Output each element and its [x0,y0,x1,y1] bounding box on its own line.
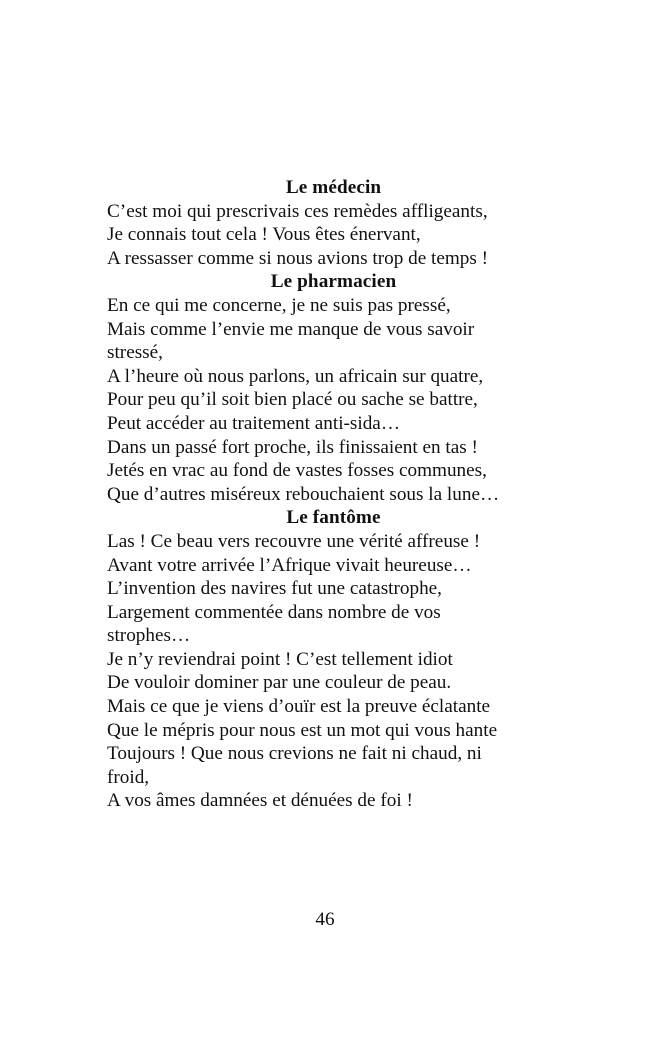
speaker-heading-pharmacien: Le pharmacien [270,271,397,293]
verse-line: Mais ce que je viens d’ouïr est la preuve éclatante [107,696,491,718]
verse-line: Je connais tout cela ! Vous êtes énervant, [107,224,421,246]
verse-line: Que le mépris pour nous est un mot qui vous hante [107,719,498,741]
verse-line: Toujours ! Que nous crevions ne fait ni chaud, ni [107,743,482,765]
verse-line: froid, [107,766,150,788]
speaker-heading-medecin: Le médecin [285,177,382,198]
verse-line: stressé, [107,342,163,364]
verse-line: Jetés en vrac au fond de vastes fosses communes, [107,460,487,482]
verse-line: L’invention des navires fut une catastrophe, [107,578,442,600]
verse-line: Que d’autres miséreux rebouchaient sous la lune… [107,483,500,505]
verse-line: Peut accéder au traitement anti-sida… [107,412,401,434]
page-number: 46 [315,909,335,930]
speaker-heading-fantome: Le fantôme [286,507,381,529]
play-text [107,176,552,813]
verse-line: Je n’y reviendrai point ! C’est tellement idiot [107,648,453,670]
verse-line: Las ! Ce beau vers recouvre une vérité affreuse ! [107,530,481,552]
verse-line: En ce qui me concerne, je ne suis pas pressé, [107,294,451,316]
verse-line: Dans un passé fort proche, ils finissaient en tas ! [107,436,478,458]
verse-line: A vos âmes damnées et dénuées de foi ! [107,790,413,812]
verse-line: strophes… [107,625,191,647]
verse-line: A ressasser comme si nous avions trop de temps ! [107,247,489,269]
verse-line: Pour peu qu’il soit bien placé ou sache se battre, [107,389,478,411]
verse-line: De vouloir dominer par une couleur de peau. [107,672,452,694]
verse-line: Avant votre arrivée l’Afrique vivait heureuse… [107,554,472,576]
verse-line: Mais comme l’envie me manque de vous savoir [107,318,475,340]
verse-line: A l’heure où nous parlons, un africain sur quatre, [107,365,484,387]
verse-line: C’est moi qui prescrivais ces remèdes affligeants, [107,200,488,222]
verse-line: Largement commentée dans nombre de vos [107,601,441,623]
